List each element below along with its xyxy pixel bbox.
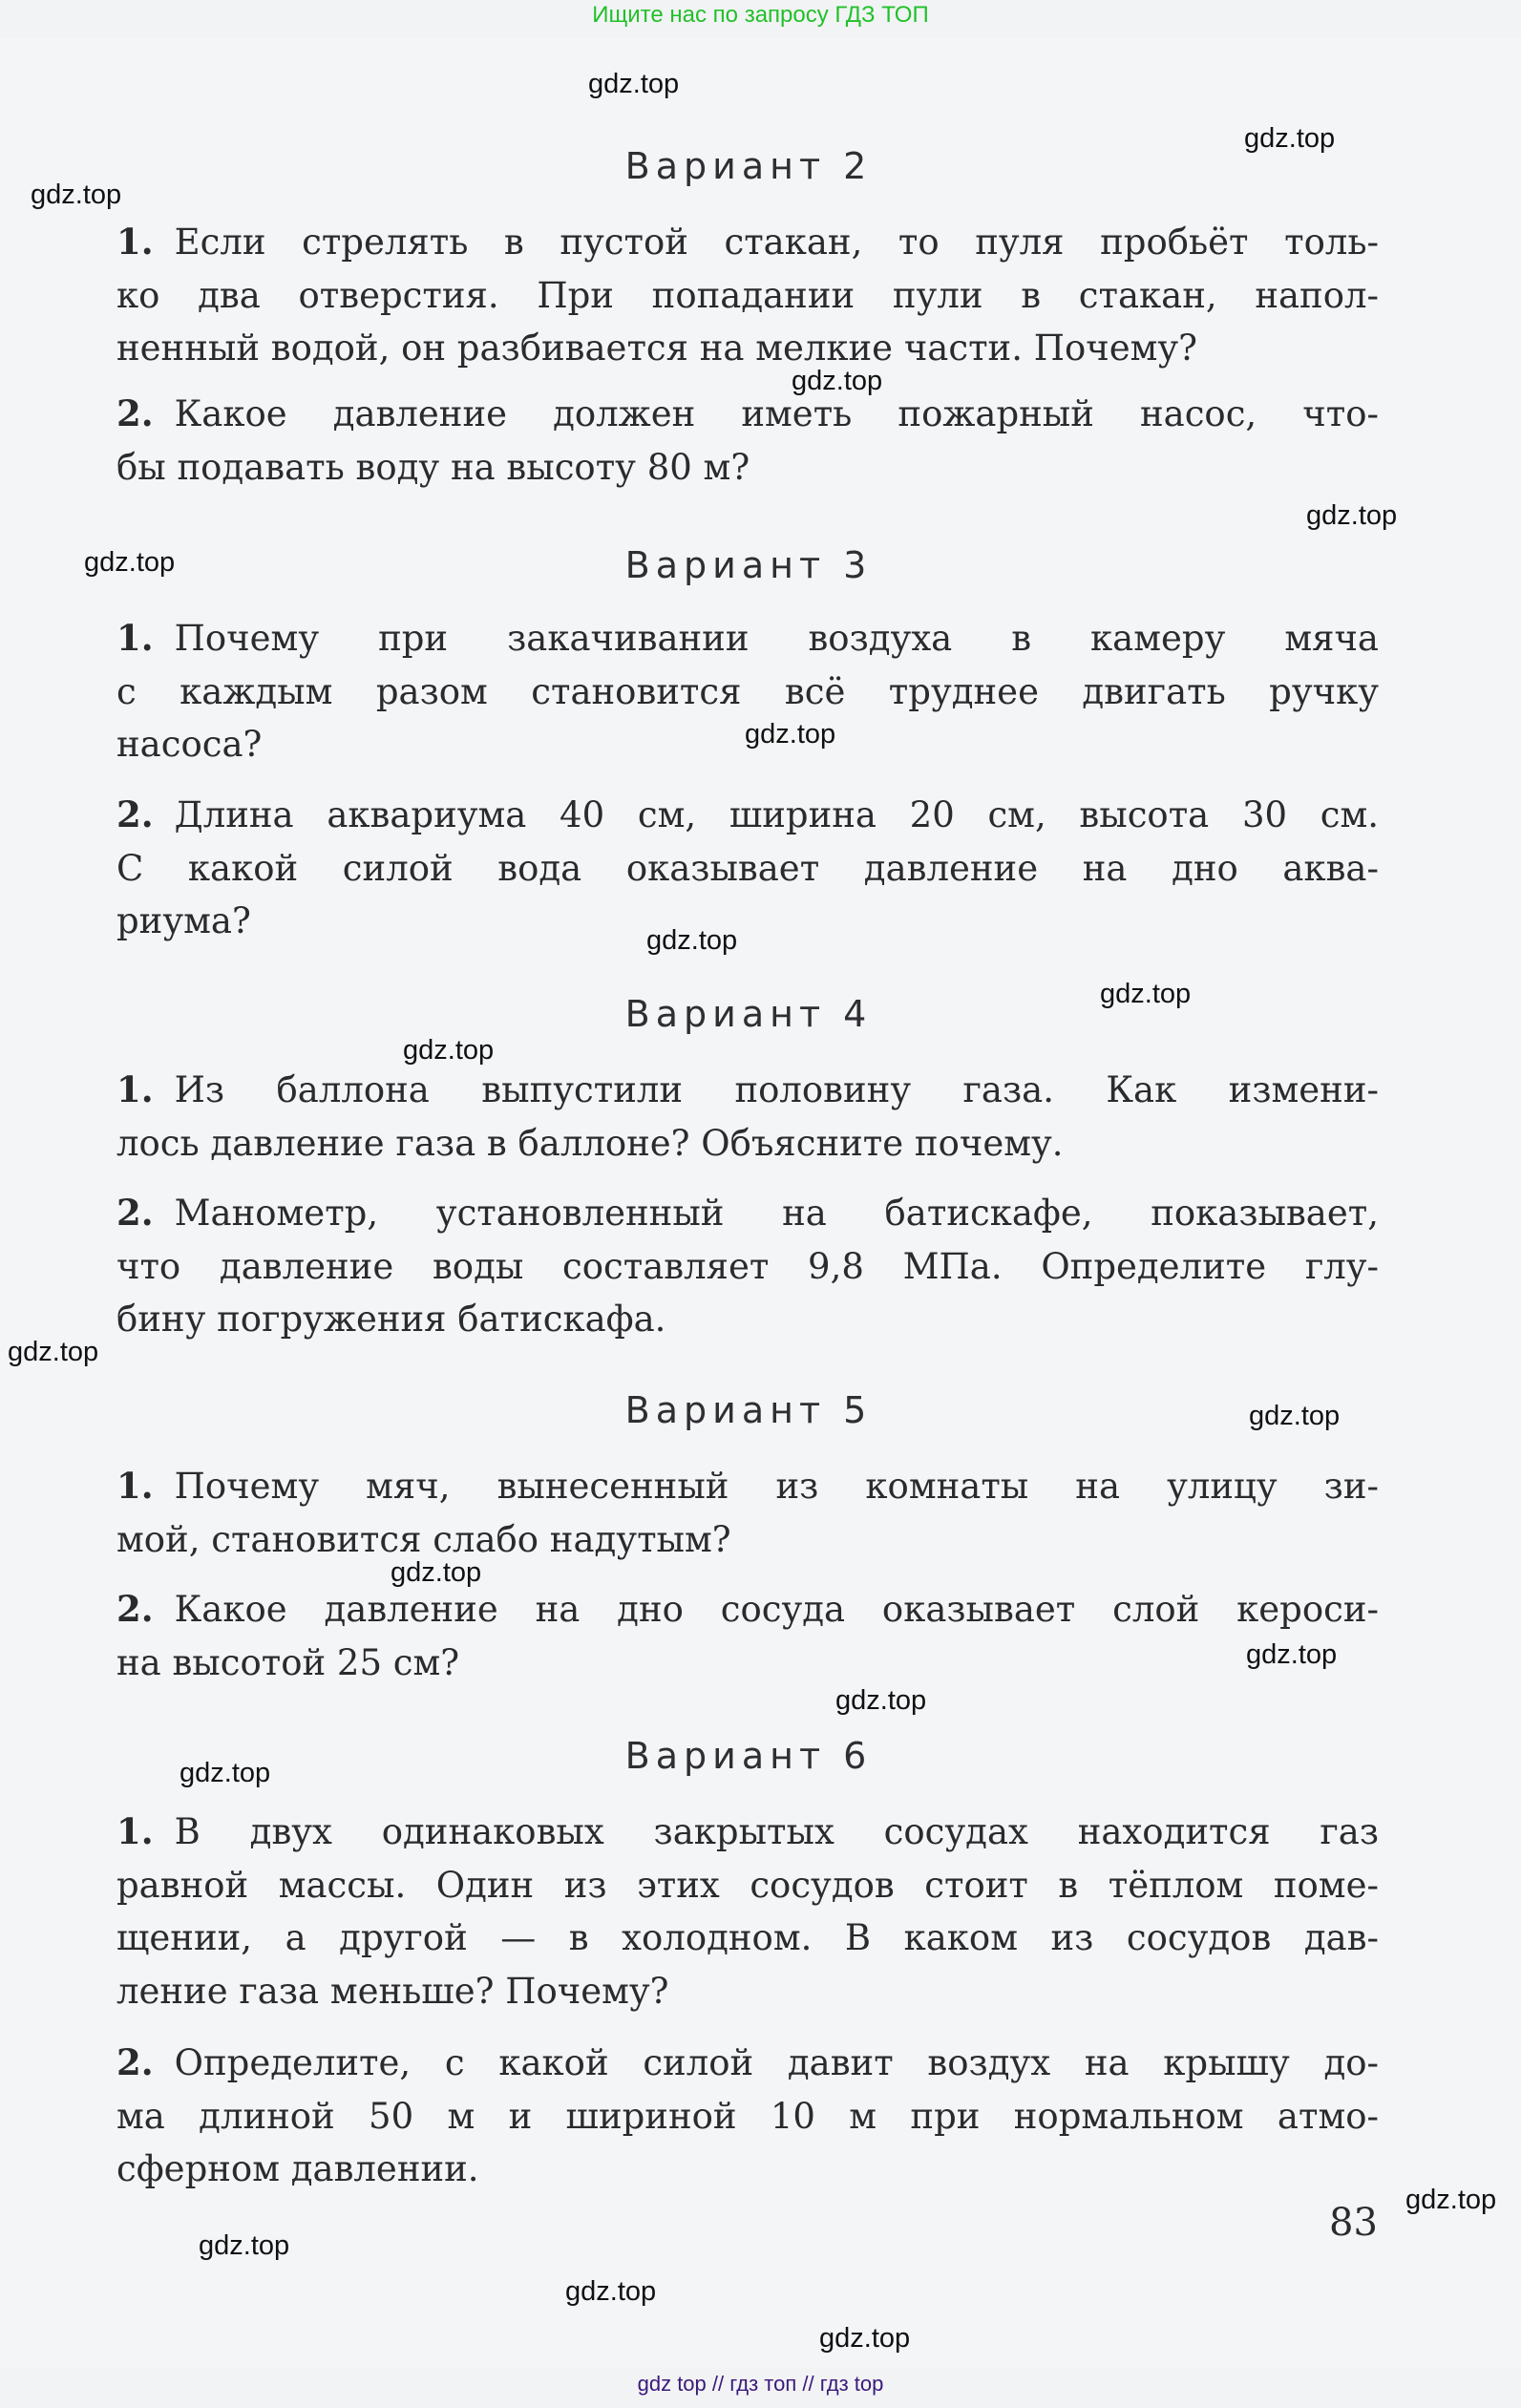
task-text: на высотой 25 см? — [116, 1641, 460, 1683]
task-line — [116, 388, 1379, 441]
task — [116, 789, 1379, 948]
task-number: 2. — [116, 1192, 154, 1234]
page-number: 83 — [1329, 2201, 1378, 2245]
watermark: gdz.top — [1246, 1639, 1338, 1670]
task-text: Манометр, установленный на батискафе, показывает, — [174, 1193, 1379, 1234]
task-line — [116, 441, 1379, 495]
task — [116, 388, 1379, 494]
task-line — [116, 1513, 1379, 1567]
task — [116, 216, 1379, 375]
task-line — [116, 1117, 1379, 1171]
watermark: gdz.top — [180, 1758, 271, 1788]
variant-heading: Вариант 4 — [624, 993, 873, 1035]
task-line — [116, 612, 1379, 665]
variant-heading: Вариант 6 — [624, 1735, 873, 1777]
task-line — [116, 1240, 1379, 1294]
watermark: gdz.top — [31, 180, 122, 210]
task-line — [116, 1859, 1379, 1912]
task-line — [116, 789, 1379, 842]
variant-heading: Вариант 5 — [624, 1389, 873, 1431]
task-text: бы подавать воду на высоту 80 м? — [116, 446, 750, 488]
task-text: сферном давлении. — [116, 2148, 479, 2189]
task-line — [116, 269, 1379, 323]
task-line — [116, 1187, 1379, 1240]
task — [116, 1583, 1379, 1689]
task-text: Какое давление должен иметь пожарный насос, что- — [174, 393, 1379, 434]
watermark: gdz.top — [646, 925, 738, 956]
task-text: с каждым разом становится всё труднее двигать ручку — [116, 670, 1379, 712]
watermark: gdz.top — [1405, 2185, 1497, 2215]
task-text: равной массы. Один из этих сосудов стоит в тёплом поме- — [116, 1864, 1379, 1906]
watermark: gdz.top — [1100, 979, 1192, 1009]
task-text: щении, а другой — в холодном. В каком из сосудов дав- — [116, 1917, 1379, 1958]
task-number: 2. — [116, 1588, 154, 1630]
task-line — [116, 322, 1379, 375]
task-line — [116, 895, 1379, 948]
task-text: ко два отверстия. При попадании пули в стакан, напол- — [116, 274, 1379, 316]
variant-heading: Вариант 2 — [624, 145, 873, 187]
task-line — [116, 1583, 1379, 1637]
top-banner: Ищите нас по запросу ГДЗ ТОП — [592, 2, 929, 28]
task-text: Если стрелять в пустой стакан, то пуля пробьёт толь- — [174, 222, 1379, 263]
task-number: 2. — [116, 793, 154, 835]
task-text: Из баллона выпустили половину газа. Как измени- — [174, 1069, 1379, 1110]
task-number: 1. — [116, 617, 154, 659]
watermark: gdz.top — [199, 2230, 290, 2261]
task-number: 2. — [116, 2041, 154, 2083]
task-number: 1. — [116, 221, 154, 263]
watermark: gdz.top — [819, 2323, 911, 2354]
task-line — [116, 1637, 1379, 1690]
task-text: бину погружения батискафа. — [116, 1299, 666, 1340]
task — [116, 1187, 1379, 1346]
task-text: ление газа меньше? Почему? — [116, 1970, 669, 2012]
task — [116, 1806, 1379, 2017]
watermark: gdz.top — [835, 1685, 927, 1716]
watermark: gdz.top — [745, 719, 836, 750]
task-line — [116, 1064, 1379, 1117]
task-line — [116, 842, 1379, 896]
task-line — [116, 1293, 1379, 1346]
watermark: gdz.top — [588, 69, 680, 99]
task-text: лось давление газа в баллоне? Объясните почему. — [116, 1122, 1064, 1164]
watermark: gdz.top — [1244, 123, 1336, 154]
task-line — [116, 2143, 1379, 2196]
watermark: gdz.top — [391, 1557, 482, 1588]
task-line — [116, 2037, 1379, 2090]
task-text: насоса? — [116, 724, 263, 765]
task-text: ненный водой, он разбивается на мелкие части. Почему? — [116, 327, 1198, 369]
watermark: gdz.top — [792, 366, 883, 396]
task-line — [116, 1965, 1379, 2018]
task-text: В двух одинаковых закрытых сосудах находится газ — [174, 1811, 1379, 1852]
task-text: Длина аквариума 40 см, ширина 20 см, высота 30 см. — [174, 794, 1379, 835]
task-number: 1. — [116, 1810, 154, 1852]
task-line — [116, 1912, 1379, 1965]
watermark: gdz.top — [565, 2276, 657, 2307]
task-number: 1. — [116, 1465, 154, 1507]
watermark: gdz.top — [1249, 1401, 1341, 1431]
task-text: Почему мяч, вынесенный из комнаты на улицу зи- — [174, 1466, 1379, 1507]
task-line — [116, 2090, 1379, 2144]
task-line — [116, 1460, 1379, 1513]
watermark: gdz.top — [403, 1035, 495, 1066]
bottom-banner: gdz top // гдз топ // гдз top — [637, 2372, 884, 2396]
task — [116, 1460, 1379, 1566]
watermark: gdz.top — [8, 1337, 99, 1367]
task-text: С какой силой вода оказывает давление на дно аква- — [116, 847, 1379, 889]
watermark: gdz.top — [1306, 500, 1398, 531]
task-line — [116, 1806, 1379, 1859]
variant-heading: Вариант 3 — [624, 544, 873, 586]
task-text: мой, становится слабо надутым? — [116, 1518, 731, 1560]
task-text: ма длиной 50 м и шириной 10 м при нормальном атмо- — [116, 2095, 1379, 2137]
task-text: Определите, с какой силой давит воздух на крышу до- — [174, 2042, 1379, 2083]
task-number: 2. — [116, 392, 154, 434]
task-number: 1. — [116, 1068, 154, 1110]
task — [116, 2037, 1379, 2196]
task-text: Почему при закачивании воздуха в камеру мяча — [174, 618, 1379, 659]
task-text: риума? — [116, 900, 251, 941]
watermark: gdz.top — [84, 547, 176, 578]
task-text: Какое давление на дно сосуда оказывает слой кероси- — [174, 1589, 1379, 1630]
task-text: что давление воды составляет 9,8 МПа. Определите глу- — [116, 1245, 1379, 1287]
task — [116, 1064, 1379, 1170]
task-line — [116, 216, 1379, 269]
task-line — [116, 665, 1379, 719]
